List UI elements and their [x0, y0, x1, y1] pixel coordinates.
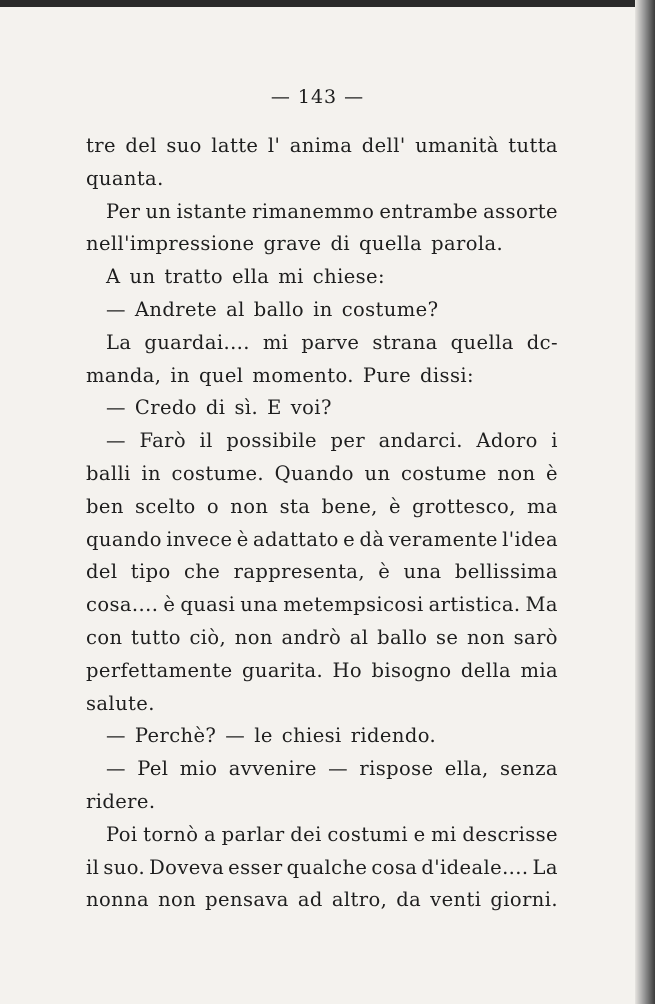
text-line: quando invece è adattato e dà veramente l'idea — [86, 527, 558, 551]
text-line: Per un istante rimanemmo entrambe assorte — [106, 199, 558, 223]
text-line: con tutto ciò, non andrò al ballo se non sarò — [86, 625, 558, 649]
text-line: balli in costume. Quando un costume non è — [86, 461, 558, 485]
text-line: A un tratto ella mi chiese: — [106, 265, 385, 289]
page-binding-shadow — [635, 0, 655, 1004]
text-line: manda, in quel momento. Pure dissi: — [86, 363, 474, 387]
text-line: cosa.... è quasi una metempsicosi artistica. Ma — [86, 593, 558, 617]
text-line: — Pel mio avvenire — rispose ella, senza — [106, 757, 558, 781]
body-text — [86, 130, 558, 917]
text-line: La guardai.... mi parve strana quella dc- — [106, 330, 558, 354]
text-line: ben scelto o non sta bene, è grottesco, ma — [86, 494, 558, 518]
text-line: perfettamente guarita. Ho bisogno della mia — [86, 658, 558, 682]
text-line: — Farò il possibile per andarci. Adoro i — [106, 429, 558, 453]
page-number: — 143 — — [270, 86, 365, 108]
text-line: nell'impressione grave di quella parola. — [86, 232, 504, 256]
text-line: — Andrete al ballo in costume? — [106, 297, 439, 321]
text-line: salute. — [86, 691, 155, 715]
text-line: nonna non pensava ad altro, da venti giorni. — [86, 888, 558, 912]
text-line: — Credo di sì. E voi? — [106, 396, 332, 420]
text-line: il suo. Doveva esser qualche cosa d'ideale.... La — [86, 855, 558, 879]
text-line: — Perchè? — le chiesi ridendo. — [106, 724, 437, 748]
page-top-shadow — [0, 0, 655, 7]
text-line: quanta. — [86, 166, 164, 190]
text-line: Poi tornò a parlar dei costumi e mi descrisse — [106, 822, 558, 846]
text-line: del tipo che rappresenta, è una bellissima — [86, 560, 558, 584]
text-line: tre del suo latte l' anima dell' umanità tutta — [86, 134, 558, 157]
text-line: ridere. — [86, 789, 156, 813]
